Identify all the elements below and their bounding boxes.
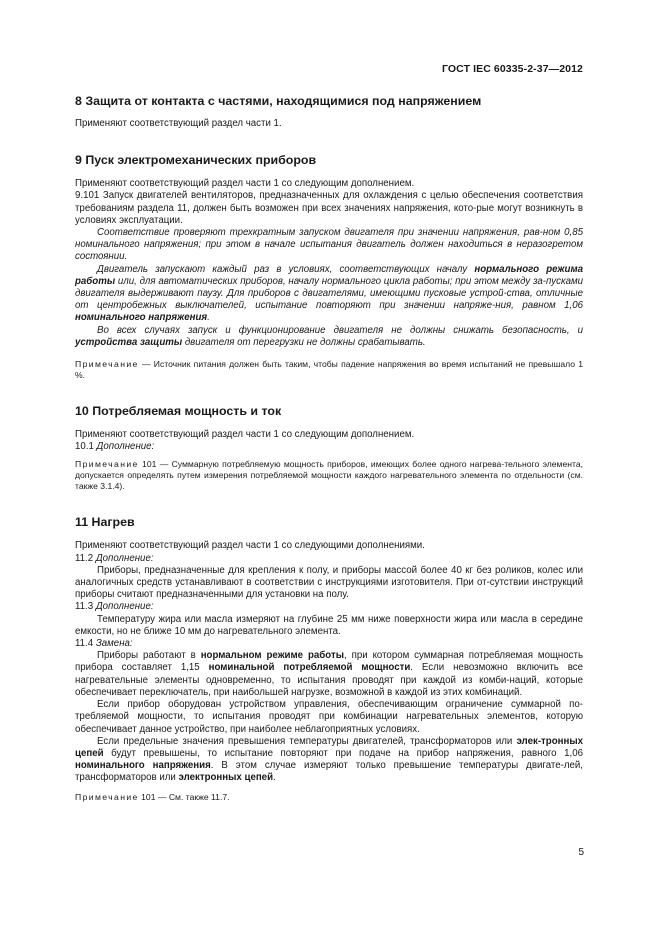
section-9-p5 [75, 325, 583, 349]
clause-11-2-heading [75, 553, 583, 565]
clause-10-1-label: Дополнение: [96, 441, 155, 453]
clause-11-4-text [75, 650, 583, 699]
p6c: будут превышены, то испытание повторяют при подаче на прибор напряжения, равного 1,06 [103, 747, 583, 759]
clause-11-3-number: 11.3 [75, 601, 96, 613]
clause-11-3-label: Дополнение: [95, 601, 154, 613]
clause-11-2-text: Приборы, предназначенные для крепления к полу, и приборы массой более 40 кг без роликов, колес или аналогичных средств устанавливают в соответствии с инструкциями изготовителя. При от-сутствии инструкций приборы считают предназначенными для установки на полу. [75, 564, 583, 601]
clause-11-2-label: Дополнение: [95, 552, 154, 564]
section-11-note [75, 792, 583, 803]
section-9-p2 [75, 190, 583, 227]
document-header-id: ГОСТ IEC 60335-2-37—2012 [441, 63, 583, 75]
section-11-p1-text: Применяют соответствующий раздел части 1 со следующими дополнениями. [75, 540, 425, 552]
section-10-p1 [75, 429, 583, 441]
term-rated-voltage: номинального напряжения [75, 312, 208, 324]
clause-11-4-label: Замена: [95, 638, 133, 650]
page-number: 5 [578, 847, 584, 858]
term-protective-devices: устройства защиты [75, 336, 183, 348]
clause-9-101-test-text: Соответствие проверяют трехкратным запуском двигателя при значении напряжения, рав-ном 0,85 номинального напряжения; при этом в начале испытания двигатель должен находиться в неразогретом состоянии. [75, 227, 583, 263]
section-10-p2 [75, 441, 583, 453]
section-9-p4 [75, 264, 583, 325]
term-normal-operation: нормальном режиме работы [200, 650, 344, 662]
clause-11-4-p2: Если прибор оборудован устройством управления, обеспечивающим ограничение суммарной по-требляемой мощности, то испытания проводят при комбинации нагревательных элементов, которую обеспечивает данное устройство, при наиболее неблагоприятных условиях. [75, 699, 583, 735]
clause-10-1-number: 10.1 [75, 441, 97, 453]
p4c: или, для автоматических приборов, началу нормального цикла работы; при этом между за-пусками двигателя выдерживают паузу. Для приборов с двигателями, имеющими пусковые устрой-ства, отличные от центробежных выключателей, испытание повторяют при значении напряже-ния, равном 1,06 [75, 275, 583, 312]
p4a: Приборы работают в [97, 650, 201, 662]
p5a: Во всех случаях запуск и функционирование двигателя не должны снижать безопасность, и [97, 324, 583, 336]
section-9-p1 [75, 178, 583, 190]
p6g: . [273, 772, 276, 784]
section-8-p1-text: Применяют соответствующий раздел части 1. [75, 118, 282, 129]
term-rated-power-input: номинальной потребляемой мощности [208, 662, 411, 674]
section-8-p1 [75, 118, 583, 130]
clause-11-4-heading [75, 638, 583, 650]
term-rated-voltage: номинального напряжения [75, 760, 211, 772]
clause-9-101-text: 9.101 Запуск двигателей вентиляторов, предназначенных для охлаждения с целью обеспечения соответствия требованиям раздела 11, должен быть возможен при всех значениях напряжения, кото-рые могут возникнуть в условиях эксплуатации. [75, 190, 583, 226]
section-9-note [75, 359, 583, 381]
p4e: . [207, 312, 210, 324]
p4c: , при котором суммарная потребляемая мощность прибора составляет 1,15 [75, 650, 583, 674]
section-9-title: 9 Пуск электромеханических приборов [75, 153, 317, 168]
section-11-p1 [75, 540, 583, 552]
p4a: Двигатель запускают каждый раз в условиях, соответствующих началу [97, 263, 475, 275]
section-11-title: 11 Нагрев [75, 515, 135, 530]
clause-11-4-number: 11.4 [75, 638, 96, 650]
clause-11-3-text: Температуру жира или масла измеряют на глубине 25 мм ниже поверхности жира или масла в середине емкости, но не ближе 10 мм до нагревательного элемента. [75, 613, 583, 637]
term-normal-operation: нормального режима работы [75, 263, 583, 287]
section-8-title: 8 Защита от контакта с частями, находящимися под напряжением [75, 94, 482, 108]
p6a: Если предельные значения превышения температуры двигателей, трансформаторов или [97, 735, 517, 747]
p5c: двигателя от перегрузки не должны срабатывать. [182, 336, 426, 348]
clause-11-3-heading [75, 601, 583, 613]
term-electronic-circuits: элек-тронных цепей [75, 735, 583, 759]
p6e: . В этом случае измеряют только превышение температуры двигате-лей, трансформаторов или [75, 760, 583, 784]
note-text: — Источник питания должен быть таким, чтобы падение напряжения во время испытаний не превышало 1 %. [75, 359, 583, 381]
note-label: Примечание [75, 359, 139, 370]
page-content [75, 80, 583, 803]
note-label: Примечание [75, 459, 139, 470]
clause-11-2-number: 11.2 [75, 552, 96, 564]
section-10-title: 10 Потребляемая мощность и ток [75, 404, 282, 419]
section-9-p1-text: Применяют соответствующий раздел части 1 со следующим дополнением. [75, 178, 415, 190]
section-10-p1-text: Применяют соответствующий раздел части 1 со следующим дополнением. [75, 429, 415, 441]
clause-11-4-p3 [75, 736, 583, 785]
term-electronic-circuits-2: электронных цепей [178, 772, 274, 784]
note-text: 101 — Суммарную потребляемую мощность приборов, имеющих более одного нагрева-тельного элемента, допускается определять путем измерения потребляемой мощности каждого нагревательного элемента по отдельности (см. также 3.1.4). [75, 459, 583, 492]
p4e: . Если невозможно включить все нагревательные элементы одновременно, то испытания проводят при каждой из комби-наций, которые обеспечивает переключатель, при наибольшей нагрузке, возможной в каждой из этих комбинаций. [75, 662, 583, 698]
section-9-p3 [75, 227, 583, 264]
note-label: Примечание [75, 791, 139, 802]
note-text: 101 — См. также 11.7. [138, 791, 230, 802]
section-10-note [75, 459, 583, 492]
